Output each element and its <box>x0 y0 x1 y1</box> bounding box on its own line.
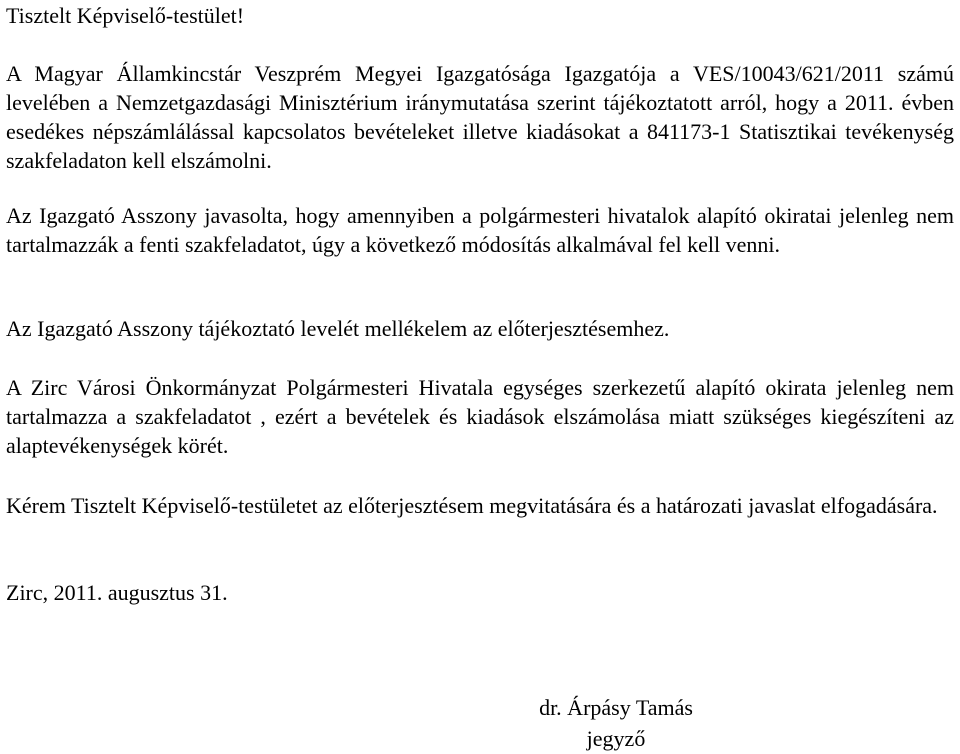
signature-block <box>516 692 716 754</box>
paragraph-founding-charter: A Zirc Városi Önkormányzat Polgármesteri Hivatala egységes szerkezetű alapító okirata jelenleg nem tartalmazza a szakfeladatot , ezért a bevételek és kiadások elszámolása miatt szükséges kiegészíteni az alaptevékenységek körét. <box>6 375 954 458</box>
place-date: Zirc, 2011. augusztus 31. <box>6 580 228 605</box>
signature-name: dr. Árpásy Tamás <box>539 695 693 720</box>
paragraph-director-proposal: Az Igazgató Asszony javasolta, hogy amennyiben a polgármesteri hivatalok alapító okiratai jelenleg nem tartalmazzák a fenti szakfeladatot, úgy a következő módosítás alkalmával fel kell venni. <box>6 203 954 257</box>
paragraph-request: Kérem Tisztelt Képviselő-testületet az előterjesztésem megvitatására és a határozati javaslat elfogadására. <box>6 493 938 518</box>
salutation: Tisztelt Képviselő-testület! <box>6 3 245 28</box>
paragraph-treasury-letter: A Magyar Államkincstár Veszprém Megyei Igazgatósága Igazgatója a VES/10043/621/2011 számú levelében a Nemzetgazdasági Minisztérium iránymutatása szerint tájékoztatott arról, hogy a 2011. évben esedékes népszámlálással kapcsolatos bevételeket illetve kiadásokat a 841173-1 Statisztikai tevékenység szakfeladaton kell elszámolni. <box>6 61 954 173</box>
document-page <box>6 0 954 750</box>
paragraph-attachment-note: Az Igazgató Asszony tájékoztató levelét mellékelem az előterjesztésemhez. <box>6 316 670 341</box>
signature-title: jegyző <box>586 726 646 751</box>
